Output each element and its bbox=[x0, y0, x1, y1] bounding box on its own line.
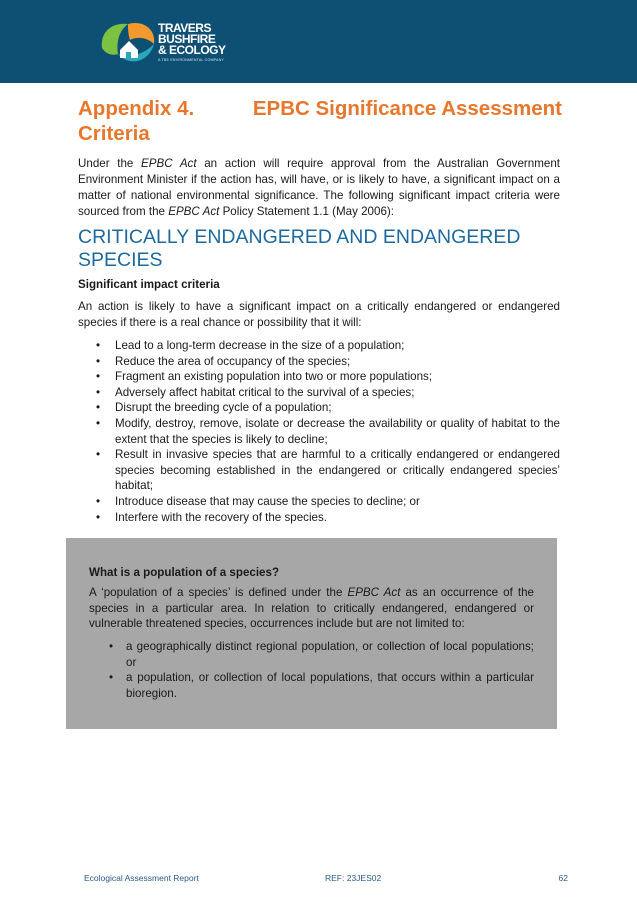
list-item-text: Lead to a long-term decrease in the size of a population; bbox=[115, 339, 405, 352]
box-act: EPBC Act bbox=[347, 586, 401, 599]
list-item bbox=[89, 639, 534, 670]
appendix-number: Appendix 4. bbox=[78, 97, 195, 120]
bullet-icon: • bbox=[96, 370, 101, 384]
box-title: What is a population of a species? bbox=[89, 566, 280, 579]
list-item-text: Fragment an existing population into two or more populations; bbox=[115, 370, 433, 384]
intro-act-2: EPBC Act bbox=[168, 205, 220, 218]
logo-tagline: A TBE ENVIRONMENTAL COMPANY bbox=[158, 58, 224, 62]
bullet-icon: • bbox=[96, 354, 101, 368]
list-item bbox=[78, 416, 560, 447]
footer-reference: REF: 23JES02 bbox=[325, 873, 382, 883]
intro-paragraph bbox=[78, 156, 560, 220]
box-text-2: as an occurrence of the species in a particular area. In relation to critically endangered, endangered or vulnerable threatened species, occurrences include but are not limited to: bbox=[89, 586, 534, 631]
page-footer bbox=[84, 873, 568, 885]
intro-text-2: an action will require approval from the Australian Government Environment Minister if the action has, will have, or is likely to have, a significant impact on a matter of national environmental significance. The following significant impact criteria were sourced from the bbox=[78, 157, 561, 218]
list-item-text: a geographically distinct regional population, or collection of local populations; or bbox=[126, 640, 534, 669]
appendix-name: EPBC Significance Assessment bbox=[252, 97, 562, 120]
logo-mark-icon bbox=[98, 14, 160, 70]
list-item bbox=[78, 385, 560, 401]
bullet-icon: • bbox=[96, 510, 101, 524]
list-item bbox=[78, 354, 560, 370]
list-item bbox=[78, 369, 560, 385]
box-list bbox=[89, 639, 534, 701]
box-paragraph bbox=[89, 585, 534, 632]
bullet-icon: • bbox=[96, 448, 101, 462]
bullet-icon: • bbox=[96, 385, 101, 399]
intro-act-1: EPBC Act bbox=[141, 157, 197, 170]
list-item-text: a population, or collection of local populations, that occurs within a particular bioregion. bbox=[126, 671, 534, 700]
bullet-icon: • bbox=[96, 494, 101, 508]
logo-line-1: TRAVERS bbox=[158, 21, 211, 35]
box-text-1: A ‘population of a species’ is defined under the bbox=[89, 586, 348, 599]
list-item bbox=[78, 510, 560, 526]
list-item-text: Introduce disease that may cause the species to decline; or bbox=[115, 494, 420, 508]
company-logo bbox=[98, 14, 228, 70]
list-item bbox=[78, 447, 560, 494]
list-item bbox=[78, 494, 560, 510]
logo-wordmark bbox=[158, 23, 230, 56]
intro-text-3: Policy Statement 1.1 (May 2006): bbox=[219, 205, 394, 218]
list-item-text: Modify, destroy, remove, isolate or decrease the availability or quality of habitat to the extent that the species is likely to decline; bbox=[115, 416, 560, 446]
bullet-icon: • bbox=[109, 671, 114, 685]
intro-text-1: Under the bbox=[78, 157, 142, 170]
bullet-icon: • bbox=[96, 401, 101, 415]
list-item-text: Reduce the area of occupancy of the species; bbox=[115, 354, 351, 368]
list-item-text: Disrupt the breeding cycle of a population; bbox=[115, 401, 332, 415]
appendix-name-continued: Criteria bbox=[78, 122, 150, 145]
footer-page-number: 62 bbox=[558, 873, 568, 883]
bullet-icon: • bbox=[96, 416, 101, 430]
list-item-text: Result in invasive species that are harmful to a critically endangered or endangered species becoming established in the endangered or critically endangered species’ habitat; bbox=[115, 448, 560, 493]
appendix-title-row bbox=[78, 96, 562, 121]
bullet-icon: • bbox=[109, 640, 114, 653]
list-item-text: Interfere with the recovery of the species. bbox=[115, 510, 328, 524]
logo-line-2: BUSHFIRE bbox=[158, 32, 216, 46]
appendix-title bbox=[78, 96, 562, 146]
criteria-list bbox=[78, 338, 560, 525]
criteria-subheading: Significant impact criteria bbox=[78, 278, 220, 291]
list-item bbox=[89, 670, 534, 701]
logo-line-3: & ECOLOGY bbox=[158, 43, 226, 57]
criteria-lead-paragraph: An action is likely to have a significant impact on a critically endangered or endangered species if there is a real chance or possibility that it will: bbox=[78, 300, 560, 329]
page-header bbox=[0, 0, 637, 83]
section-heading: CRITICALLY ENDANGERED AND ENDANGERED SPECIES bbox=[78, 226, 521, 271]
footer-report-name: Ecological Assessment Report bbox=[84, 873, 199, 883]
list-item bbox=[78, 338, 560, 354]
list-item bbox=[78, 400, 560, 416]
bullet-icon: • bbox=[96, 339, 101, 352]
list-item-text: Adversely affect habitat critical to the survival of a species; bbox=[115, 385, 415, 399]
